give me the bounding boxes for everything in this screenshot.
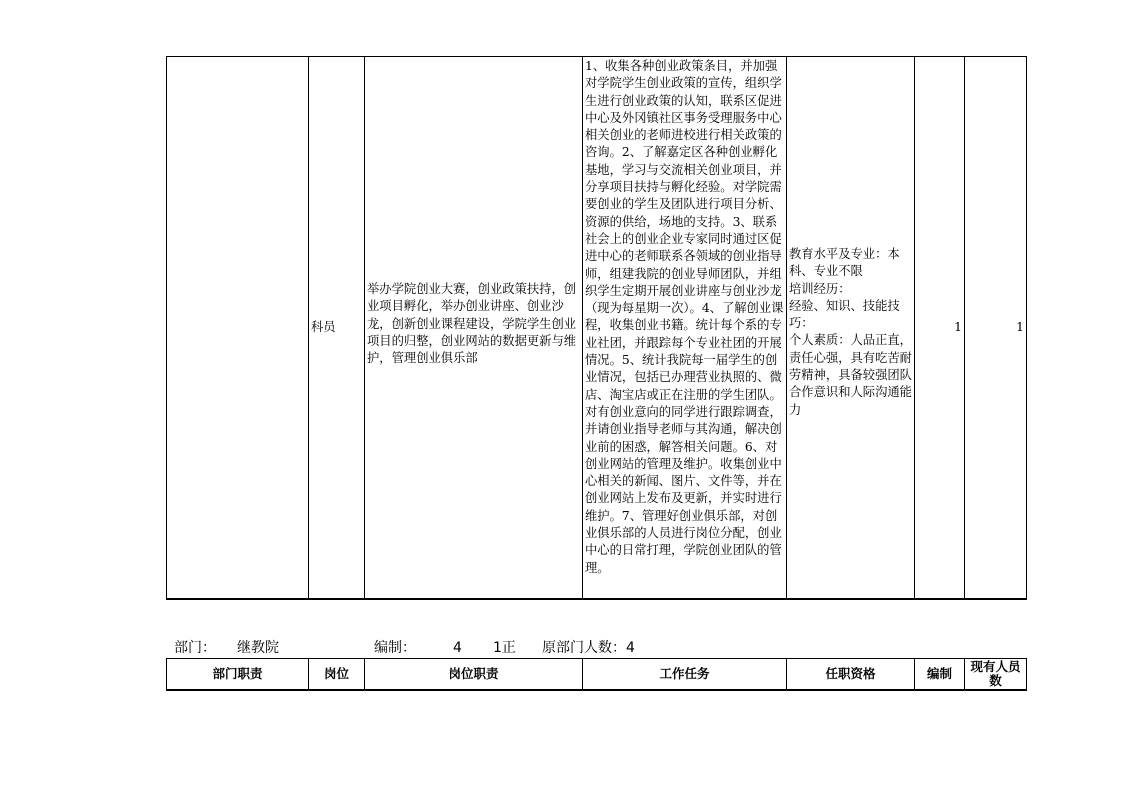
header-headcount: 编制 (926, 666, 952, 681)
header-position-duties: 岗位职责 (448, 666, 499, 681)
quota-label: 编制： (374, 640, 416, 656)
dept-label: 部门： (174, 640, 216, 656)
header-tasks: 工作任务 (659, 666, 710, 681)
current-staff-cell: 1 (1016, 320, 1024, 334)
qualifications-cell: 教育水平及专业：本科、专业不限 培训经历： 经验、知识、技能技巧： 个人素质：人品正直，责任心强，具有吃苦耐劳精神，具备较强团队合作意识和人际沟通能力 (789, 247, 912, 417)
header-dept-duties: 部门职责 (212, 666, 263, 681)
headcount-cell: 1 (954, 320, 962, 334)
position-duties-cell: 举办学院创业大赛，创业政策扶持，创业项目孵化，举办创业讲座、创业沙龙，创新创业课程建设，学院学生创业项目的归整，创业网站的数据更新与维护，管理创业俱乐部 (367, 282, 577, 366)
dept-name: 继教院 (237, 640, 279, 656)
work-tasks-cell: 1、收集各种创业政策条目，并加强对学院学生创业政策的宣传，组织学生进行创业政策的认知，联系区促进中心及外冈镇社区事务受理服务中心相关创业的老师进校进行相关政策的咨询。2、了解嘉定区各种创业孵化基地，学习与交流相关创业项目，并分享项目扶持与孵化经验。对学院需要创业的学生及团队进行项目分析、资源的供给，场地的支持。3、联系社会上的创业企业专家同时通过区促进中心的老师联系各领域的创业指导师，组建我院的创业导师团队，并组织学生定期开展创业讲座与创业沙龙（现为每星期一次）。4、了解创业课程，收集创业书籍。统计每个系的专业社团，并跟踪每个专业社团的开展情况。5、统计我院每一届学生的创业情况，包括已办理营业执照的、微店、淘宝店或正在注册的学生团队。对有创业意向的同学进行跟踪调查，并请创业指导老师与其沟通，解决创业前的困惑，解答相关问题。6、对创业网站的管理及维护。收集创业中心相关的新闻、图片、文件等，并在创业网站上发布及更新，并实时进行维护。7、管理好创业俱乐部，对创业俱乐部的人员进行岗位分配，创业中心的日常打理，学院创业团队的管理。 (585, 59, 784, 575)
position-cell: 科员 (311, 320, 336, 334)
quota-extra: 1正 (493, 640, 516, 656)
header-current-staff: 现有人员数 (970, 659, 1021, 688)
header-position: 岗位 (323, 666, 349, 681)
header-qualifications: 任职资格 (825, 666, 876, 681)
quota-value: 4 (453, 640, 462, 656)
original-headcount: 原部门人数：4 (542, 640, 635, 656)
